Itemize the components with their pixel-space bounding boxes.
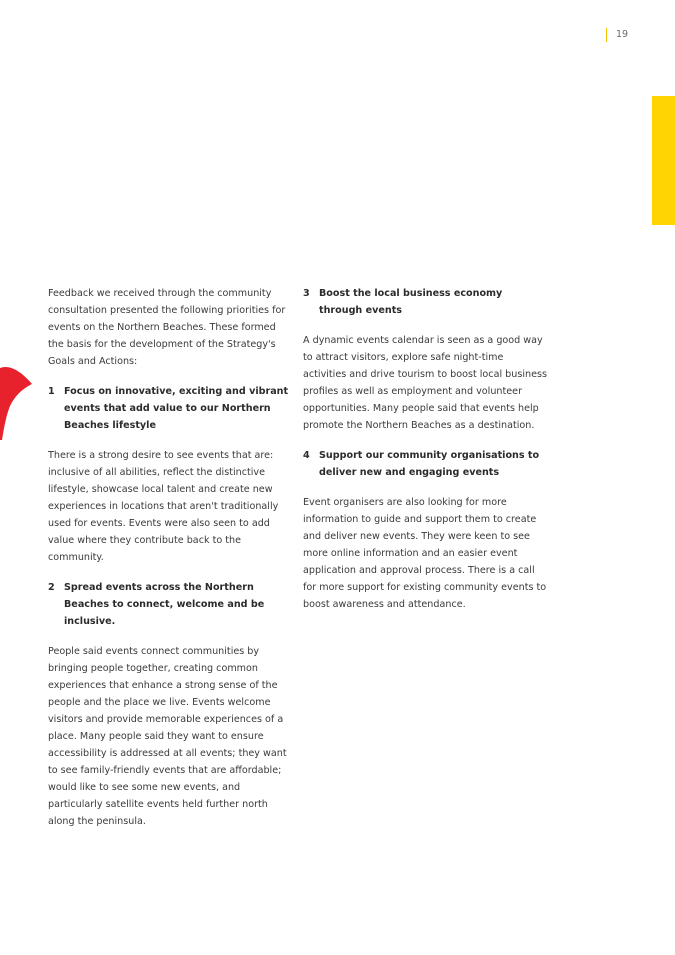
intro-paragraph: Feedback we received through the community consultation presented the following priorities for events on the Northern Beaches. These formed the basis for the development of the Strategy's Goals and Actions: [48,288,286,367]
page-number [606,28,628,42]
priority-2-number: 2 [48,582,55,593]
priority-3-body: A dynamic events calendar is seen as a good way to attract visitors, explore safe night-time activities and drive tourism to boost local business profiles as well as employment and volunteer opportunities. Many people said that events help promote the Northern Beaches as a destination. [303,335,547,431]
priority-2-heading [48,579,293,630]
yellow-section-tab [652,96,675,225]
priority-4-title: Support our community organisations to deliver new and engaging events [319,450,540,478]
priority-1-body: There is a strong desire to see events that are: inclusive of all abilities, reflect the distinctive lifestyle, showcase local talent and create new experiences in locations that aren't traditionally used for events. Events were also seen to add value where they contribute back to the community. [48,450,279,563]
right-column [303,285,548,626]
priority-1-heading [48,383,293,434]
priority-3-title: Boost the local business economy through events [319,288,503,316]
priority-2-title: Spread events across the Northern Beaches to connect, welcome and be inclusive. [64,582,265,627]
priority-4-number: 4 [303,450,310,461]
priority-1-title: Focus on innovative, exciting and vibrant events that add value to our Northern Beaches lifestyle [64,386,289,431]
priority-2-body: People said events connect communities by bringing people together, creating common experiences that enhance a strong sense of the people and the place we live. Events welcome visitors and provide memorable experiences of a place. Many people said they want to ensure accessibility is addressed at all events; they want to see family-friendly events that are affordable; would like to see some new events, and particularly satellite events held further north along the peninsula. [48,646,287,827]
red-decorative-shape [0,362,34,440]
priority-3-number: 3 [303,288,310,299]
priority-4-heading [303,447,548,481]
page-number-text: 19 [616,29,629,40]
priority-3-heading [303,285,548,319]
priority-1-number: 1 [48,386,55,397]
left-column [48,285,293,843]
priority-4-body: Event organisers are also looking for more information to guide and support them to create and deliver new events. They were keen to see more online information and an easier event application and approval process. There is a call for more support for existing community events to boost awareness and attendance. [303,497,547,610]
